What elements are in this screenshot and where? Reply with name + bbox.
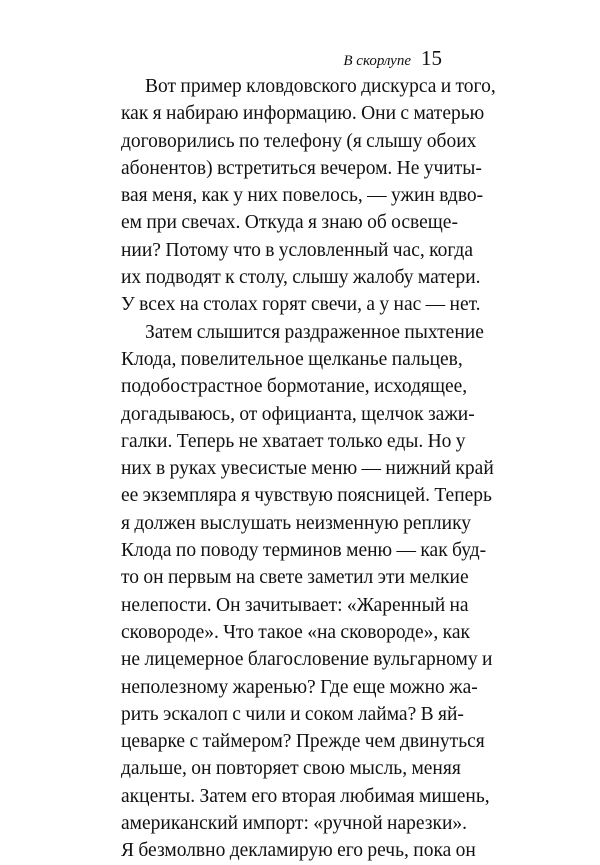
text-line: нелепости. Он зачитывает: «Жаренный на: [121, 594, 469, 616]
text-line: Затем слышится раздраженное пыхтение: [145, 321, 484, 343]
text-line: неполезному жаренью? Где еще можно жа-: [121, 676, 478, 698]
running-title: В скорлупе: [343, 53, 411, 69]
text-line: абонентов) встретиться вечером. Не учиты-: [121, 157, 482, 179]
text-line: я должен выслушать неизменную реплику: [121, 512, 472, 534]
text-line: догадываюсь, от официанта, щелчок зажи-: [121, 403, 475, 425]
text-line: акценты. Затем его вторая любимая мишень,: [121, 785, 490, 807]
text-line: У всех на столах горят свечи, а у нас — нет.: [121, 294, 481, 316]
text-line: американский импорт: «ручной нарезки».: [121, 813, 468, 835]
body-text: [121, 73, 496, 865]
page-number: 15: [421, 46, 442, 70]
text-line: галки. Теперь не хватает только еды. Но у: [121, 430, 466, 452]
text-line: ем при свечах. Откуда я знаю об освеще-: [121, 212, 458, 234]
text-line: договорились по телефону (я слышу обоих: [121, 130, 477, 152]
text-line: нии? Потому что в условленный час, когда: [121, 239, 474, 261]
text-line: Клода, повелительное щелканье пальцев,: [121, 348, 463, 370]
text-line: вая меня, как у них повелось, — ужин вдво-: [121, 185, 484, 207]
text-line: дальше, он повторяет свою мысль, меняя: [121, 758, 461, 780]
text-line: сковороде». Что такое «на сковороде», как: [121, 621, 470, 643]
text-line: рить эскалоп с чили и соком лайма? В яй-: [121, 703, 464, 725]
text-line: цеварке с таймером? Прежде чем двинуться: [121, 731, 485, 753]
text-line: Вот пример кловдовского дискурса и того,: [145, 76, 496, 97]
text-line: подобострастное бормотание, исходящее,: [121, 376, 468, 398]
text-line: них в руках увесистые меню — нижний край: [121, 458, 494, 480]
text-line: то он первым на свете заметил эти мелкие: [121, 567, 469, 589]
text-line: Клода по поводу терминов меню — как буд-: [121, 540, 487, 562]
text-line: Я безмолвно декламирую его речь, пока он: [121, 840, 476, 862]
running-head: [343, 46, 442, 71]
text-line: их подводят к столу, слышу жалобу матери.: [121, 267, 481, 289]
text-line: не лицемерное благословение вульгарному и: [121, 649, 493, 671]
text-line: как я набираю информацию. Они с матерью: [121, 103, 485, 125]
text-line: ее экземпляра я чувствую поясницей. Теперь: [121, 485, 492, 507]
